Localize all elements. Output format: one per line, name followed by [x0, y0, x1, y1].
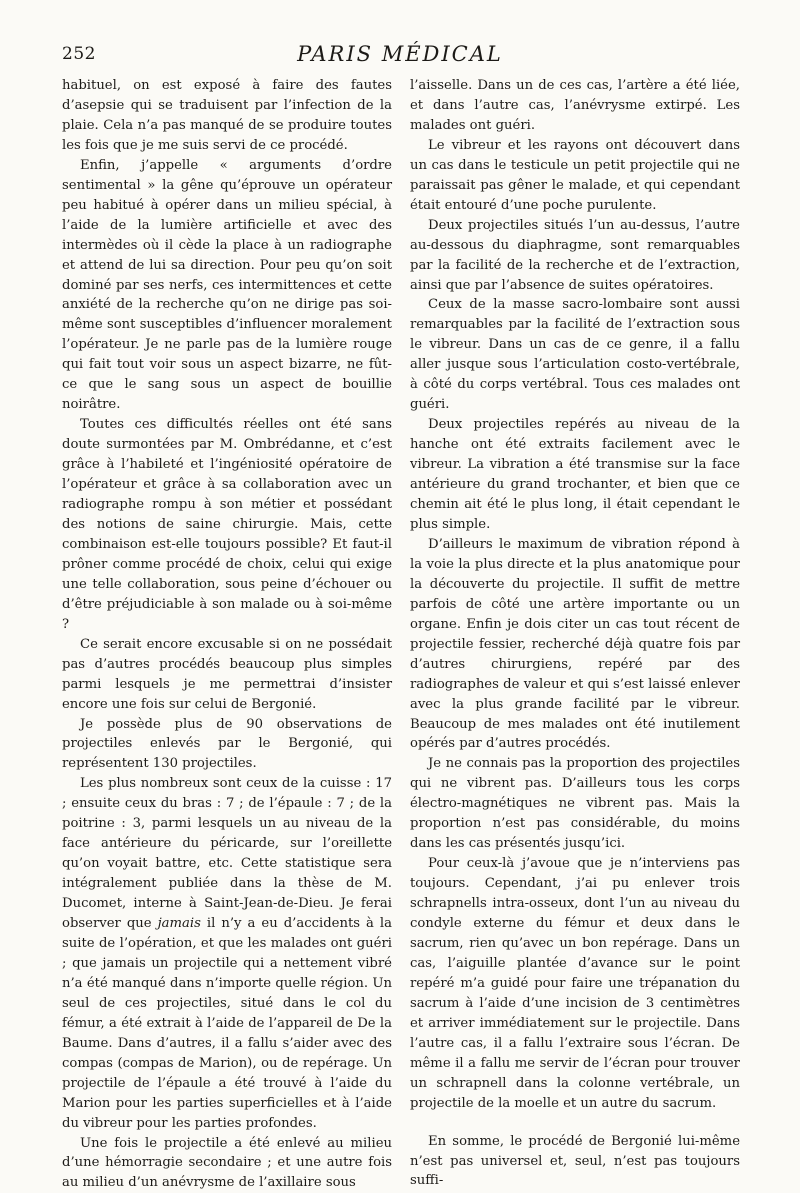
left-column: [62, 76, 392, 1193]
paragraph: Ce serait encore excusable si on ne possédait pas d’autres procédés beaucoup plus simples parmi lesquels je me permettrai d’insister encore une fois sur celui de Bergonié.: [62, 636, 392, 712]
paragraph: Je ne connais pas la proportion des projectiles qui ne vibrent pas. D’ailleurs tous les corps électro-magnétiques ne vibrent pas. Mais la proportion n’est pas considérable, du moins dans les cas présentés jusqu’ici.: [410, 756, 740, 852]
paragraph: Une fois le projectile a été enlevé au milieu d’une hémorragie secondaire ; et une autre fois au milieu d’un anévrysme de l’axillaire sous: [62, 1135, 392, 1191]
paragraph: habituel, on est exposé à faire des fautes d’asepsie qui se traduisent par l’infection de la plaie. Cela n’a pas manqué de se produire toutes les fois que je me suis servi de ce procédé.: [62, 78, 392, 153]
paragraph: Deux projectiles situés l’un au-dessus, l’autre au-dessous du diaphragme, sont remarquables par la facilité de la recherche et de l’extraction, ainsi que par l’absence de suites opératoires.: [410, 217, 740, 293]
paragraph: Deux projectiles repérés au niveau de la hanche ont été extraits facilement avec le vibreur. La vibration a été transmise sur la face antérieure du grand trochanter, et bien que ce chemin ait été le plus long, il était cependant le plus simple.: [410, 417, 740, 532]
paragraph: Ceux de la masse sacro-lombaire sont aussi remarquables par la facilité de l’extraction sous le vibreur. Dans un cas de ce genre, il a fallu aller jusque sous l’articulation costo-vertébrale, à côté du corps vertébral. Tous ces malades ont guéri.: [410, 297, 740, 413]
paragraph: Pour ceux-là j’avoue que je n’interviens pas toujours. Cependant, j’ai pu enlever trois schrapnells intra-osseux, dont l’un au niveau du condyle externe du fémur et deux dans le sacrum, rien qu’avec un bon repérage. Dans un cas, l’aiguille plantée d’avance sur le point repéré m’a guidé pour faire une trépanation du sacrum à l’aide d’une incision de 3 centimètres et arriver immédiatement sur le projectile. Dans l’autre cas, il a fallu l’extraire sous l’écran. De même il a fallu me servir de l’écran pour trouver un schrapnell dans la colonne vertébrale, un projectile de la moelle et un autre du sacrum.: [410, 856, 740, 1111]
paragraph: En somme, le procédé de Bergonié lui-même n’est pas universel et, seul, n’est pas toujours suffi-: [410, 1133, 740, 1189]
paragraph: Toutes ces difficultés réelles ont été sans doute surmontées par M. Ombrédanne, et c’est grâce à l’habileté et l’ingéniosité opératoire de l’opérateur et grâce à sa collaboration avec un radiographe rompu à son métier et possédant des notions de saine chirurgie. Mais, cette combinaison est-elle toujours possible? Et faut-il prôner comme procédé de choix, celui qui exige une telle collaboration, sous peine d’échouer ou d’être préjudiciable à son malade ou à soi-même ?: [62, 417, 392, 632]
paragraph: Le vibreur et les rayons ont découvert dans un cas dans le testicule un petit projectile qui ne paraissait pas gêner le malade, et qui cependant était entouré d’une poche purulente.: [410, 137, 740, 213]
page-number: 252: [62, 44, 96, 64]
right-column: [410, 76, 740, 1191]
emphasis-text: jamais: [157, 916, 201, 932]
journal-title: PARIS MÉDICAL: [297, 42, 503, 66]
paragraph: D’ailleurs le maximum de vibration répond à la voie la plus directe et la plus anatomique pour la découverte du projectile. Il suffit de mettre parfois de côté une artère importante ou un organe. Enfin je dois citer un cas tout récent de projectile fessier, recherché déjà quatre fois par d’autres chirurgiens, repéré par des radiographes de valeur et qui s’est laissé enlever avec la plus grande facilité par le vibreur. Beaucoup de mes malades ont été inutilement opérés par d’autres procédés.: [410, 536, 740, 752]
text-run: il n’y a eu d’accidents à la suite de l’opération, et que les malades ont guéri ; que jamais un projectile qui a nettement vibré n’a été manqué dans n’importe quelle région. Un seul de ces projectiles, situé dans le col du fémur, a été extrait à l’aide de l’appareil de De la Baume. Dans d’autres, il a fallu s’aider avec des compas (compas de Marion), ou de repérage. Un projectile de l’épaule a été trouvé à l’aide du Marion pour les parties superficielles et à l’aide du vibreur pour les parties profondes.: [62, 916, 392, 1131]
paragraph: [62, 774, 392, 1133]
paragraph: l’aisselle. Dans un de ces cas, l’artère a été liée, et dans l’autre cas, l’anévrysme extirpé. Les malades ont guéri.: [410, 78, 740, 133]
article-body: [62, 76, 740, 1191]
paragraph: Enfin, j’appelle « arguments d’ordre sentimental » la gêne qu’éprouve un opérateur peu habitué à opérer dans un milieu spécial, à l’aide de la lumière artificielle et avec des intermèdes où il cède la place à un radiographe et attend de lui sa direction. Pour peu qu’on soit dominé par ses nerfs, ces intermittences et cette anxiété de la recherche qu’on ne dirige pas soi-même sont susceptibles d’influencer moralement l’opérateur. Je ne parle pas de la lumière rouge qui fait tout voir sous un aspect bizarre, ne fût-ce que le sang sous un aspect de bouillie noirâtre.: [62, 157, 392, 413]
page-header: [62, 44, 738, 68]
text-run: Les plus nombreux sont ceux de la cuisse : 17 ; ensuite ceux du bras : 7 ; de l’épaule : 7 ; de la poitrine : 3, parmi lesquels un au niveau de la face antérieure du péricarde, sur l’oreillette qu’on voyait battre, etc. Cette statistique sera intégralement publiée dans la thèse de M. Ducomet, interne à Saint-Jean-de-Dieu. Je ferai observer que: [62, 776, 392, 932]
paragraph: Je possède plus de 90 observations de projectiles enlevés par le Bergonié, qui représentent 130 projectiles.: [62, 716, 392, 772]
